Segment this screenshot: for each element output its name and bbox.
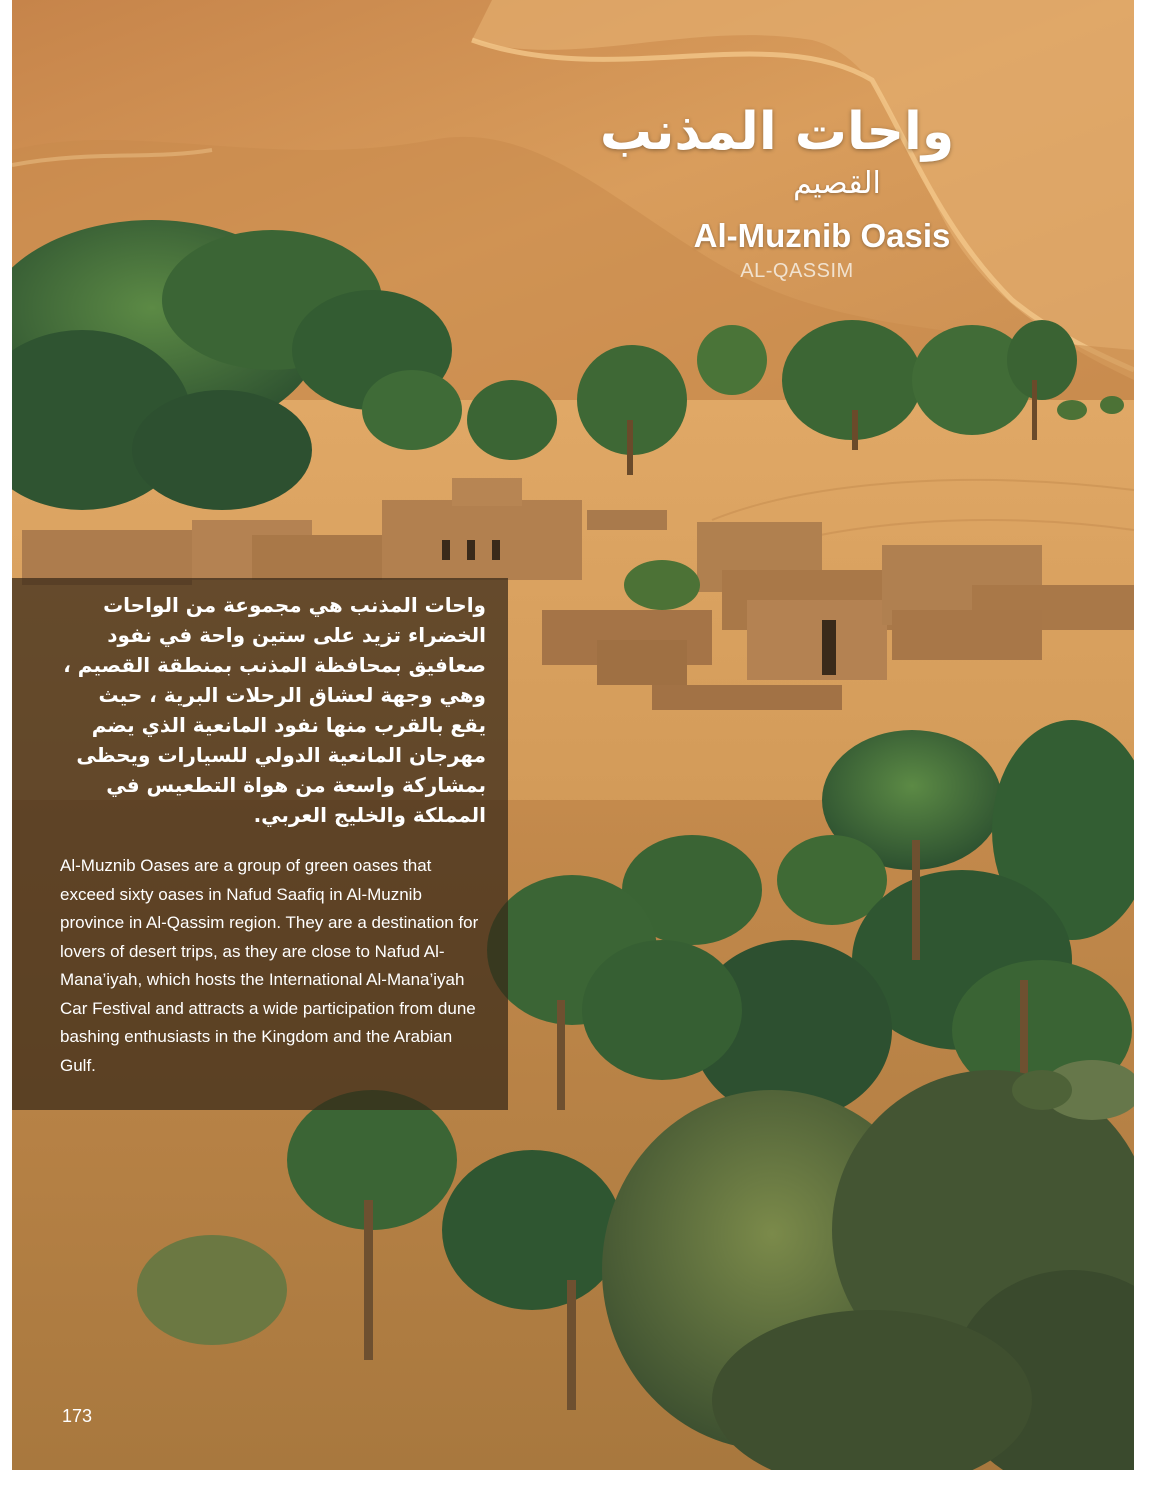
description-panel	[12, 578, 508, 1110]
title-english: Al-Muznib Oasis	[693, 217, 951, 254]
region-arabic: القصيم	[793, 166, 881, 201]
title-block	[572, 100, 982, 284]
region-english: AL-QASSIM	[740, 260, 854, 282]
small-shrub	[137, 1235, 287, 1345]
bushy-trees	[602, 1060, 1134, 1470]
description-arabic: واحات المذنب هي مجموعة من الواحات الخضراء تزيد على ستين واحة في نفود صعافيق بمحافظة المذنب بمنطقة القصيم ، وهي وجهة لعشاق الرحلات البرية ، حيث يقع بالقرب منها نفود المانعية الذي يضم مهرجان المانعية الدولي للسيارات ويحظى بمشاركة واسعة من هواة التطعيس في المملكة والخليج العربي.	[63, 593, 486, 827]
magazine-page	[12, 0, 1134, 1470]
title-arabic: واحات المذنب	[599, 102, 955, 162]
description-english: Al-Muznib Oases are a group of green oases that exceed sixty oases in Nafud Saafiq in Al-Muznib province in Al-Qassim region. They are a destination for lovers of desert trips, as they are close to Nafud Al-Mana’iyah, which hosts the International Al-Mana’iyah Car Festival and attracts a wide participation from dune bashing enthusiasts in the Kingdom and the Arabian Gulf.	[60, 856, 479, 1075]
page-number: 173	[62, 1406, 93, 1426]
